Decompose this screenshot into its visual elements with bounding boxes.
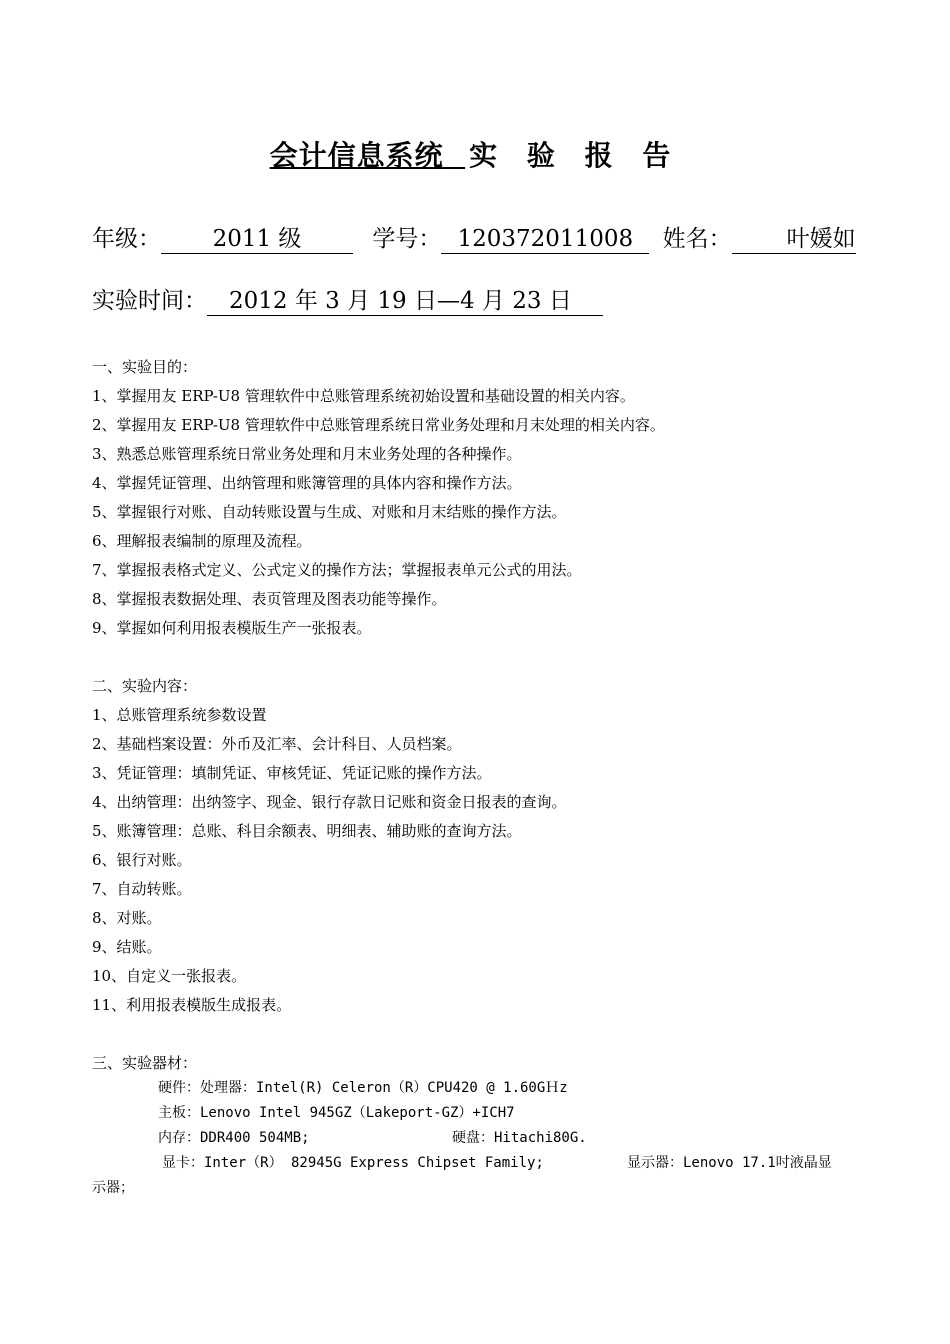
- purpose-item: 8、掌握报表数据处理、表页管理及图表功能等操作。: [92, 590, 447, 608]
- equipment-heading: 三、实验器材：: [92, 1054, 198, 1072]
- purpose-item: 9、掌握如何利用报表模版生产一张报表。: [92, 619, 372, 637]
- content-heading: 二、实验内容：: [92, 677, 198, 695]
- id-label: 学号：: [372, 226, 442, 252]
- name-value: 叶媛如: [732, 225, 856, 254]
- report-type: 实 验 报 告: [469, 139, 681, 172]
- memory-line: 内存：DDR400 504MB;: [158, 1130, 310, 1146]
- purpose-item: 2、掌握用友 ERP-U8 管理软件中总账管理系统日常业务处理和月末处理的相关内容。: [92, 416, 665, 434]
- content-item: 9、结账。: [92, 938, 162, 956]
- hardware-line: 硬件：处理器：Intel(R) Celeron（R）CPU420 @ 1.60GＨz: [158, 1080, 568, 1096]
- content-item: 11、利用报表模版生成报表。: [92, 996, 292, 1014]
- name-label: 姓名：: [662, 226, 732, 252]
- purpose-item: 3、熟悉总账管理系统日常业务处理和月末业务处理的各种操作。: [92, 445, 522, 463]
- disk-line: 硬盘：Hitachi80G.: [452, 1130, 587, 1146]
- content-item: 3、凭证管理：填制凭证、审核凭证、凭证记账的操作方法。: [92, 764, 492, 782]
- time-label: 实验时间：: [92, 288, 207, 314]
- content-item: 8、对账。: [92, 909, 162, 927]
- content-item: 4、出纳管理：出纳签字、现金、银行存款日记账和资金日报表的查询。: [92, 793, 567, 811]
- purpose-item: 4、掌握凭证管理、出纳管理和账簿管理的具体内容和操作方法。: [92, 474, 522, 492]
- content-item: 6、银行对账。: [92, 851, 192, 869]
- course-name: 会计信息系统: [269, 139, 444, 172]
- purpose-item: 6、理解报表编制的原理及流程。: [92, 532, 312, 550]
- experiment-time-row: [92, 282, 603, 316]
- id-value: 120372011008: [441, 225, 649, 254]
- time-value: 2012 年 3 月 19 日—4 月 23 日: [207, 287, 603, 316]
- report-title: [0, 134, 950, 174]
- section-purpose: [92, 353, 872, 1078]
- content-item: 1、总账管理系统参数设置: [92, 706, 267, 724]
- grade-value: 2011 级: [161, 225, 353, 254]
- monitor-line-cont: 示器；: [92, 1180, 134, 1196]
- grade-label: 年级：: [92, 226, 161, 252]
- purpose-item: 7、掌握报表格式定义、公式定义的操作方法；掌握报表单元公式的用法。: [92, 561, 582, 579]
- content-item: 7、自动转账。: [92, 880, 192, 898]
- content-item: 10、自定义一张报表。: [92, 967, 247, 985]
- purpose-item: 5、掌握银行对账、自动转账设置与生成、对账和月末结账的操作方法。: [92, 503, 567, 521]
- student-info-row: [92, 220, 856, 254]
- monitor-line: 显示器：Lenovo 17.1吋液晶显: [627, 1155, 832, 1171]
- purpose-item: 1、掌握用友 ERP-U8 管理软件中总账管理系统初始设置和基础设置的相关内容。: [92, 387, 635, 405]
- gpu-line: 显卡：Inter（R） 82945G Express Chipset Family;: [162, 1155, 544, 1171]
- content-item: 5、账簿管理：总账、科目余额表、明细表、辅助账的查询方法。: [92, 822, 522, 840]
- purpose-heading: 一、实验目的：: [92, 358, 198, 376]
- board-line: 主板：Lenovo Intel 945GZ（Lakeport-GZ）+ICH7: [158, 1105, 515, 1121]
- content-item: 2、基础档案设置：外币及汇率、会计科目、人员档案。: [92, 735, 462, 753]
